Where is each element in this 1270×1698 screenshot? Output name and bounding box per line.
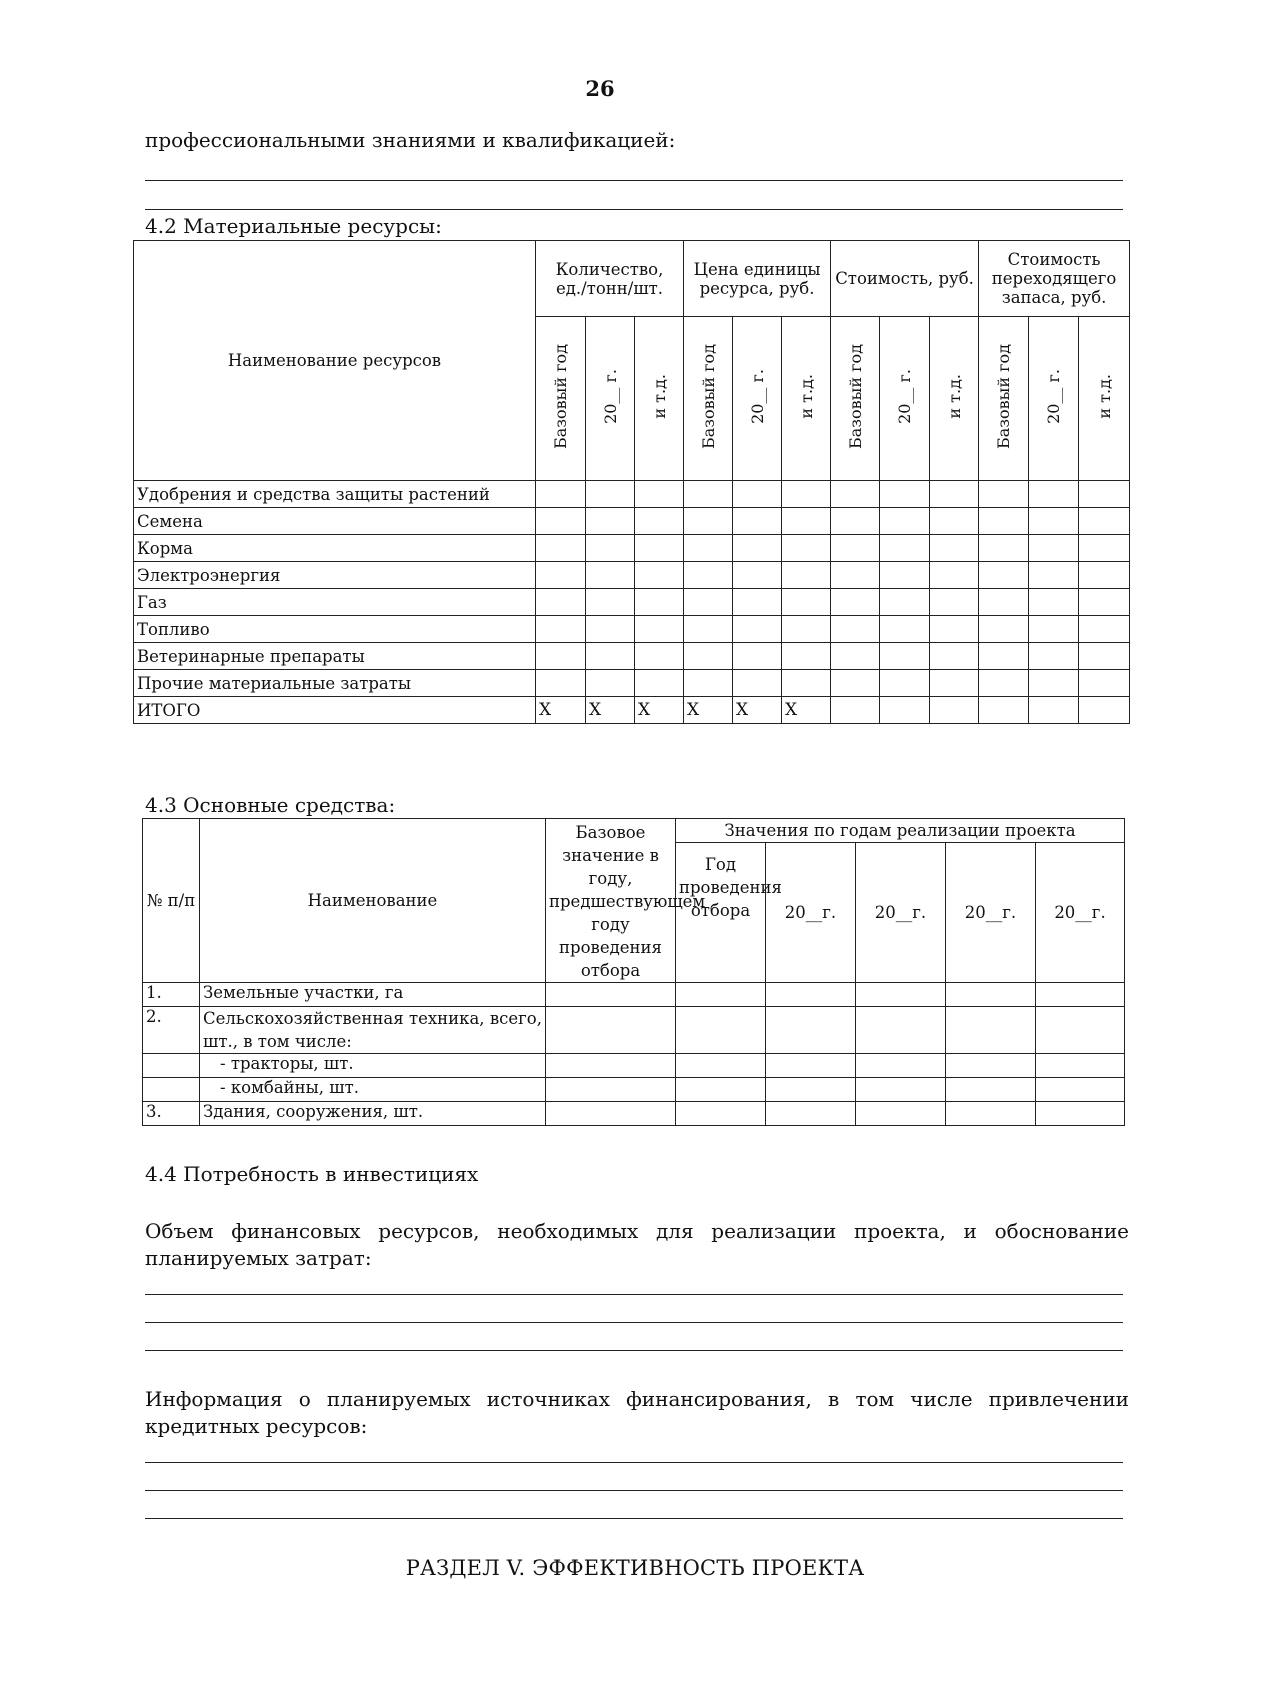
subheader-period-label: 20__ г.: [895, 369, 915, 424]
resource-name: Семена: [134, 508, 536, 535]
input-cell[interactable]: [856, 1007, 946, 1054]
header-year: 20__г.: [766, 843, 856, 983]
section-heading: РАЗДЕЛ V. ЭФФЕКТИВНОСТЬ ПРОЕКТА: [405, 1556, 865, 1580]
subheader-period-label: 20__ г.: [1044, 369, 1064, 424]
input-cell[interactable]: [782, 481, 831, 508]
row-number: 3.: [143, 1102, 200, 1126]
header-quantity: Количество, ед./тонн/шт.: [536, 241, 684, 317]
header-carryover-cost: Стоимость переходящего запаса, руб.: [979, 241, 1130, 317]
fixed-assets-title: 4.3 Основные средства:: [145, 793, 396, 817]
input-cell[interactable]: [979, 670, 1029, 697]
fixed-assets-table: [142, 818, 1125, 1126]
input-cell[interactable]: [782, 616, 831, 643]
table-row: [143, 1078, 1125, 1102]
subheader-period: [831, 317, 880, 481]
row-number: [143, 1078, 200, 1102]
input-cell[interactable]: [946, 1054, 1036, 1078]
input-cell[interactable]: [733, 643, 782, 670]
input-cell[interactable]: [684, 508, 733, 535]
subheader-period-label: Базовый год: [845, 343, 865, 449]
input-cell[interactable]: [635, 670, 684, 697]
input-cell[interactable]: [782, 589, 831, 616]
input-cell[interactable]: [782, 562, 831, 589]
input-cell[interactable]: [1079, 508, 1130, 535]
input-cell[interactable]: [1029, 589, 1079, 616]
table-row: [134, 481, 1130, 508]
input-cell[interactable]: [676, 983, 766, 1007]
input-cell[interactable]: [880, 616, 930, 643]
input-cell[interactable]: [856, 1054, 946, 1078]
input-cell[interactable]: [880, 562, 930, 589]
input-cell[interactable]: [586, 643, 635, 670]
page-number: 26: [585, 76, 615, 101]
input-cell[interactable]: [979, 535, 1029, 562]
investments-para-volume: Объем финансовых ресурсов, необходимых для реализации проекта, и обоснование планируемых затрат:: [145, 1219, 1129, 1270]
table-row: [143, 1007, 1125, 1054]
input-cell[interactable]: [1079, 589, 1130, 616]
input-cell[interactable]: [586, 589, 635, 616]
input-cell[interactable]: [1079, 670, 1130, 697]
subheader-period: [733, 317, 782, 481]
input-cell[interactable]: [930, 535, 979, 562]
input-cell[interactable]: [946, 1102, 1036, 1126]
input-cell[interactable]: [831, 562, 880, 589]
materials-table: [133, 240, 1130, 724]
input-cell[interactable]: [831, 616, 880, 643]
input-cell[interactable]: [1029, 697, 1079, 724]
input-cell[interactable]: [766, 983, 856, 1007]
table-row: [134, 508, 1130, 535]
input-cell[interactable]: [684, 616, 733, 643]
input-cell[interactable]: [733, 535, 782, 562]
input-cell[interactable]: [782, 670, 831, 697]
input-cell[interactable]: [1036, 1078, 1125, 1102]
input-cell[interactable]: [546, 1007, 676, 1054]
asset-name: Здания, сооружения, шт.: [200, 1102, 546, 1126]
input-cell[interactable]: [733, 616, 782, 643]
input-cell[interactable]: [1029, 562, 1079, 589]
input-cell[interactable]: [946, 983, 1036, 1007]
input-cell[interactable]: [635, 562, 684, 589]
subheader-period: [782, 317, 831, 481]
input-cell[interactable]: [831, 508, 880, 535]
input-cell[interactable]: [782, 535, 831, 562]
blank-line: [145, 180, 1123, 181]
table-row: [134, 589, 1130, 616]
asset-name: Земельные участки, га: [200, 983, 546, 1007]
header-selection-year: Год проведения отбора: [676, 843, 766, 983]
input-cell[interactable]: [635, 616, 684, 643]
input-cell[interactable]: [979, 643, 1029, 670]
input-cell[interactable]: [930, 670, 979, 697]
input-cell[interactable]: [546, 1078, 676, 1102]
input-cell[interactable]: [831, 589, 880, 616]
input-cell[interactable]: [676, 1054, 766, 1078]
input-cell[interactable]: [856, 1102, 946, 1126]
input-cell[interactable]: [979, 616, 1029, 643]
input-cell[interactable]: [1029, 616, 1079, 643]
table-row: [143, 983, 1125, 1007]
table-row: [134, 670, 1130, 697]
input-cell[interactable]: [733, 562, 782, 589]
input-cell[interactable]: [979, 562, 1029, 589]
input-cell[interactable]: [880, 481, 930, 508]
subheader-period: [979, 317, 1029, 481]
input-cell[interactable]: [536, 535, 586, 562]
input-cell[interactable]: [635, 589, 684, 616]
input-cell[interactable]: [880, 535, 930, 562]
subheader-period-label: Базовый год: [698, 343, 718, 449]
not-applicable-mark: Х: [782, 697, 831, 724]
input-cell[interactable]: [880, 508, 930, 535]
input-cell[interactable]: [831, 643, 880, 670]
table-row: [134, 562, 1130, 589]
input-cell[interactable]: [546, 1102, 676, 1126]
input-cell[interactable]: [536, 670, 586, 697]
input-cell[interactable]: [1079, 562, 1130, 589]
input-cell[interactable]: [766, 1102, 856, 1126]
input-cell[interactable]: [635, 643, 684, 670]
subheader-period: [930, 317, 979, 481]
not-applicable-mark: Х: [536, 697, 586, 724]
input-cell[interactable]: [831, 670, 880, 697]
subheader-period: [536, 317, 586, 481]
input-cell[interactable]: [766, 1007, 856, 1054]
subheader-period: [684, 317, 733, 481]
input-cell[interactable]: [831, 535, 880, 562]
subheader-period-label: и т.д.: [796, 374, 816, 419]
resource-name: Удобрения и средства защиты растений: [134, 481, 536, 508]
input-cell[interactable]: [536, 508, 586, 535]
input-cell[interactable]: [536, 562, 586, 589]
row-number: 2.: [143, 1007, 200, 1054]
subheader-period: [1029, 317, 1079, 481]
input-cell[interactable]: [676, 1007, 766, 1054]
input-cell[interactable]: [536, 616, 586, 643]
input-cell[interactable]: [684, 481, 733, 508]
input-cell[interactable]: [1079, 643, 1130, 670]
input-cell[interactable]: [586, 670, 635, 697]
row-number: [143, 1054, 200, 1078]
input-cell[interactable]: [1036, 1054, 1125, 1078]
input-cell[interactable]: [979, 697, 1029, 724]
investments-title: 4.4 Потребность в инвестициях: [145, 1162, 479, 1186]
subheader-period-label: 20__ г.: [600, 369, 620, 424]
subheader-period-label: 20__ г.: [747, 369, 767, 424]
input-cell[interactable]: [1029, 508, 1079, 535]
input-cell[interactable]: [635, 481, 684, 508]
input-cell[interactable]: [1079, 481, 1130, 508]
input-cell[interactable]: [684, 535, 733, 562]
header-row-number: № п/п: [143, 819, 200, 983]
subheader-period-label: и т.д.: [944, 374, 964, 419]
input-cell[interactable]: [930, 481, 979, 508]
resource-name: Топливо: [134, 616, 536, 643]
input-cell[interactable]: [782, 643, 831, 670]
resource-name: Корма: [134, 535, 536, 562]
header-resource-name: Наименование ресурсов: [134, 241, 536, 481]
input-cell[interactable]: [1079, 535, 1130, 562]
input-cell[interactable]: [946, 1078, 1036, 1102]
blank-line: [145, 1462, 1123, 1463]
input-cell[interactable]: [546, 983, 676, 1007]
input-cell[interactable]: [586, 508, 635, 535]
subheader-period-label: и т.д.: [1094, 374, 1114, 419]
resource-name: Газ: [134, 589, 536, 616]
input-cell[interactable]: [586, 535, 635, 562]
input-cell[interactable]: [536, 481, 586, 508]
input-cell[interactable]: [766, 1078, 856, 1102]
table-row: [143, 1102, 1125, 1126]
header-year: 20__г.: [946, 843, 1036, 983]
blank-line: [145, 209, 1123, 210]
header-asset-name: Наименование: [200, 819, 546, 983]
input-cell[interactable]: [1036, 983, 1125, 1007]
input-cell[interactable]: [856, 1078, 946, 1102]
subheader-period-label: Базовый год: [994, 343, 1014, 449]
input-cell[interactable]: [536, 589, 586, 616]
input-cell[interactable]: [1029, 535, 1079, 562]
input-cell[interactable]: [586, 481, 635, 508]
input-cell[interactable]: [856, 983, 946, 1007]
input-cell[interactable]: [733, 481, 782, 508]
input-cell[interactable]: [1029, 670, 1079, 697]
input-cell[interactable]: [586, 616, 635, 643]
input-cell[interactable]: [733, 508, 782, 535]
header-year: 20__г.: [1036, 843, 1125, 983]
not-applicable-mark: Х: [635, 697, 684, 724]
input-cell[interactable]: [880, 643, 930, 670]
input-cell[interactable]: [1036, 1007, 1125, 1054]
input-cell[interactable]: [733, 589, 782, 616]
input-cell[interactable]: [684, 643, 733, 670]
input-cell[interactable]: [831, 481, 880, 508]
input-cell[interactable]: [930, 562, 979, 589]
materials-title: 4.2 Материальные ресурсы:: [145, 214, 442, 238]
input-cell[interactable]: [676, 1078, 766, 1102]
table-row: [134, 616, 1130, 643]
input-cell[interactable]: [1036, 1102, 1125, 1126]
blank-line: [145, 1350, 1123, 1351]
table-row: [143, 1054, 1125, 1078]
total-row: [134, 697, 1130, 724]
input-cell[interactable]: [930, 589, 979, 616]
input-cell[interactable]: [831, 697, 880, 724]
subheader-period-label: Базовый год: [551, 343, 570, 449]
input-cell[interactable]: [979, 589, 1029, 616]
input-cell[interactable]: [979, 481, 1029, 508]
intro-text: профессиональными знаниями и квалификацией:: [145, 128, 676, 152]
resource-name: Электроэнергия: [134, 562, 536, 589]
investments-para-sources: Информация о планируемых источниках финансирования, в том числе привлечении кредитных ресурсов:: [145, 1387, 1129, 1438]
resource-name: Прочие материальные затраты: [134, 670, 536, 697]
input-cell[interactable]: [684, 670, 733, 697]
input-cell[interactable]: [684, 589, 733, 616]
input-cell[interactable]: [880, 697, 930, 724]
table-row: [134, 535, 1130, 562]
asset-name: - тракторы, шт.: [200, 1054, 546, 1078]
input-cell[interactable]: [635, 535, 684, 562]
row-number: 1.: [143, 983, 200, 1007]
input-cell[interactable]: [766, 1054, 856, 1078]
not-applicable-mark: Х: [586, 697, 635, 724]
subheader-period-label: и т.д.: [649, 374, 669, 419]
input-cell[interactable]: [546, 1054, 676, 1078]
input-cell[interactable]: [684, 562, 733, 589]
input-cell[interactable]: [733, 670, 782, 697]
header-years-group: Значения по годам реализации проекта: [676, 819, 1125, 843]
input-cell[interactable]: [930, 616, 979, 643]
total-label: ИТОГО: [134, 697, 536, 724]
input-cell[interactable]: [1029, 643, 1079, 670]
header-unit-price: Цена единицы ресурса, руб.: [684, 241, 831, 317]
header-year: 20__г.: [856, 843, 946, 983]
input-cell[interactable]: [979, 508, 1029, 535]
input-cell[interactable]: [946, 1007, 1036, 1054]
subheader-period: [635, 317, 684, 481]
subheader-period: [586, 317, 635, 481]
input-cell[interactable]: [930, 643, 979, 670]
subheader-period: [880, 317, 930, 481]
blank-line: [145, 1518, 1123, 1519]
input-cell[interactable]: [676, 1102, 766, 1126]
blank-line: [145, 1322, 1123, 1323]
input-cell[interactable]: [880, 670, 930, 697]
input-cell[interactable]: [536, 643, 586, 670]
not-applicable-mark: Х: [684, 697, 733, 724]
blank-line: [145, 1294, 1123, 1295]
input-cell[interactable]: [635, 508, 684, 535]
input-cell[interactable]: [1029, 481, 1079, 508]
input-cell[interactable]: [586, 562, 635, 589]
input-cell[interactable]: [1079, 697, 1130, 724]
asset-name: - комбайны, шт.: [200, 1078, 546, 1102]
input-cell[interactable]: [782, 508, 831, 535]
input-cell[interactable]: [880, 589, 930, 616]
subheader-period: [1079, 317, 1130, 481]
input-cell[interactable]: [930, 508, 979, 535]
table-row: [134, 643, 1130, 670]
resource-name: Ветеринарные препараты: [134, 643, 536, 670]
input-cell[interactable]: [930, 697, 979, 724]
blank-line: [145, 1490, 1123, 1491]
input-cell[interactable]: [1079, 616, 1130, 643]
header-base-value: Базовое значение в году, предшествующем году проведения отбора: [546, 819, 676, 983]
asset-name: Сельскохозяйственная техника, всего, шт., в том числе:: [200, 1007, 546, 1054]
header-cost: Стоимость, руб.: [831, 241, 979, 317]
not-applicable-mark: Х: [733, 697, 782, 724]
